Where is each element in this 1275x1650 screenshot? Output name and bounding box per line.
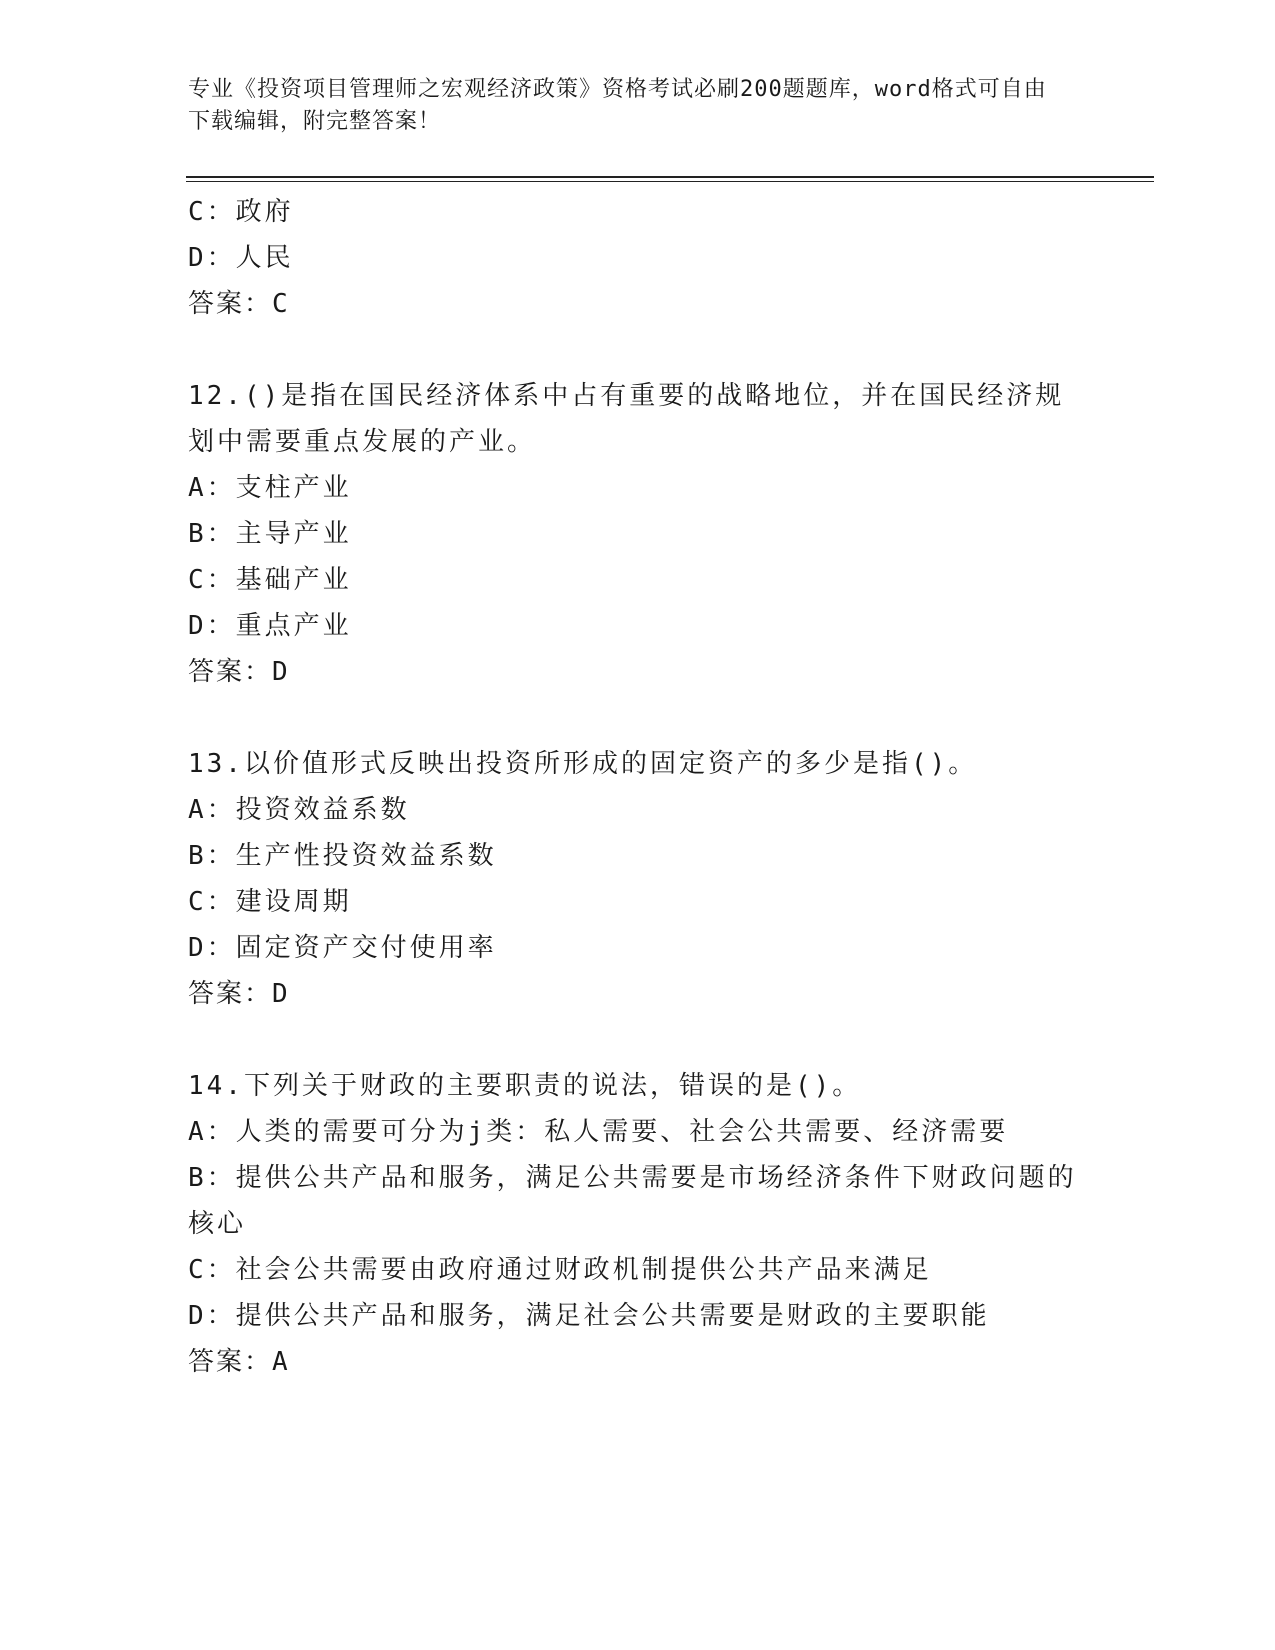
- partial-question: [188, 189, 1088, 327]
- option-text: 提供公共产品和服务，满足社会公共需要是财政的主要职能: [235, 1301, 990, 1331]
- question-stem: 14.下列关于财政的主要职责的说法，错误的是()。: [188, 1071, 862, 1101]
- option-b: [188, 1155, 1088, 1247]
- option-letter: B：: [188, 841, 236, 871]
- option-letter: D：: [188, 1301, 236, 1331]
- option-d: [188, 1293, 1088, 1339]
- answer-value: A: [272, 1347, 290, 1377]
- answer-line: [188, 281, 1088, 327]
- option-letter: A：: [188, 795, 236, 825]
- option-text: 生产性投资效益系数: [235, 841, 497, 871]
- option-text: 人民: [235, 243, 294, 273]
- answer-label: 答案：: [188, 979, 273, 1009]
- option-text: 提供公共产品和服务，满足公共需要是市场经济条件下财政问题的核心: [188, 1163, 1077, 1239]
- header-divider: [186, 176, 1154, 178]
- option-b: [188, 833, 1088, 879]
- answer-label: 答案：: [188, 289, 273, 319]
- option-text: 建设周期: [235, 887, 352, 917]
- option-text: 人类的需要可分为j类：私人需要、社会公共需要、经济需要: [235, 1117, 1009, 1147]
- header-divider-thin: [186, 181, 1154, 182]
- option-d: [188, 925, 1088, 971]
- option-letter: D：: [188, 933, 236, 963]
- answer-line: [188, 1339, 1088, 1385]
- option-letter: D：: [188, 243, 236, 273]
- answer-label: 答案：: [188, 657, 273, 687]
- option-text: 重点产业: [235, 611, 352, 641]
- option-text: 支柱产业: [235, 473, 352, 503]
- question-list: [188, 189, 1088, 1385]
- option-c: [188, 557, 1088, 603]
- option-text: 社会公共需要由政府通过财政机制提供公共产品来满足: [235, 1255, 932, 1285]
- option-c: [188, 1247, 1088, 1293]
- option-a: [188, 1109, 1088, 1155]
- question-14: [188, 1063, 1088, 1385]
- option-a: [188, 787, 1088, 833]
- option-a: [188, 465, 1088, 511]
- option-d: [188, 603, 1088, 649]
- question-12: [188, 373, 1088, 695]
- option-letter: B：: [188, 1163, 236, 1193]
- option-letter: C：: [188, 1255, 236, 1285]
- option-c: [188, 879, 1088, 925]
- option-letter: C：: [188, 565, 236, 595]
- answer-value: C: [272, 289, 290, 319]
- answer-line: [188, 971, 1088, 1017]
- option-text: 政府: [235, 197, 294, 227]
- option-letter: A：: [188, 473, 236, 503]
- option-text: 投资效益系数: [235, 795, 410, 825]
- page-header: 专业《投资项目管理师之宏观经济政策》资格考试必刷200题题库，word格式可自由下载编辑，附完整答案！: [188, 77, 1047, 134]
- answer-line: [188, 649, 1088, 695]
- answer-label: 答案：: [188, 1347, 273, 1377]
- option-letter: B：: [188, 519, 236, 549]
- option-text: 固定资产交付使用率: [235, 933, 497, 963]
- option-text: 主导产业: [235, 519, 352, 549]
- option-letter: C：: [188, 887, 236, 917]
- answer-value: D: [272, 979, 290, 1009]
- option-letter: C：: [188, 197, 236, 227]
- option-letter: A：: [188, 1117, 236, 1147]
- option-b: [188, 511, 1088, 557]
- option-text: 基础产业: [235, 565, 352, 595]
- question-stem: 12.()是指在国民经济体系中占有重要的战略地位，并在国民经济规划中需要重点发展的产业。: [188, 381, 1065, 457]
- answer-value: D: [272, 657, 290, 687]
- option-d: [188, 235, 1088, 281]
- option-letter: D：: [188, 611, 236, 641]
- question-stem: 13.以价值形式反映出投资所形成的固定资产的多少是指()。: [188, 749, 978, 779]
- option-c: [188, 189, 1088, 235]
- question-13: [188, 741, 1088, 1017]
